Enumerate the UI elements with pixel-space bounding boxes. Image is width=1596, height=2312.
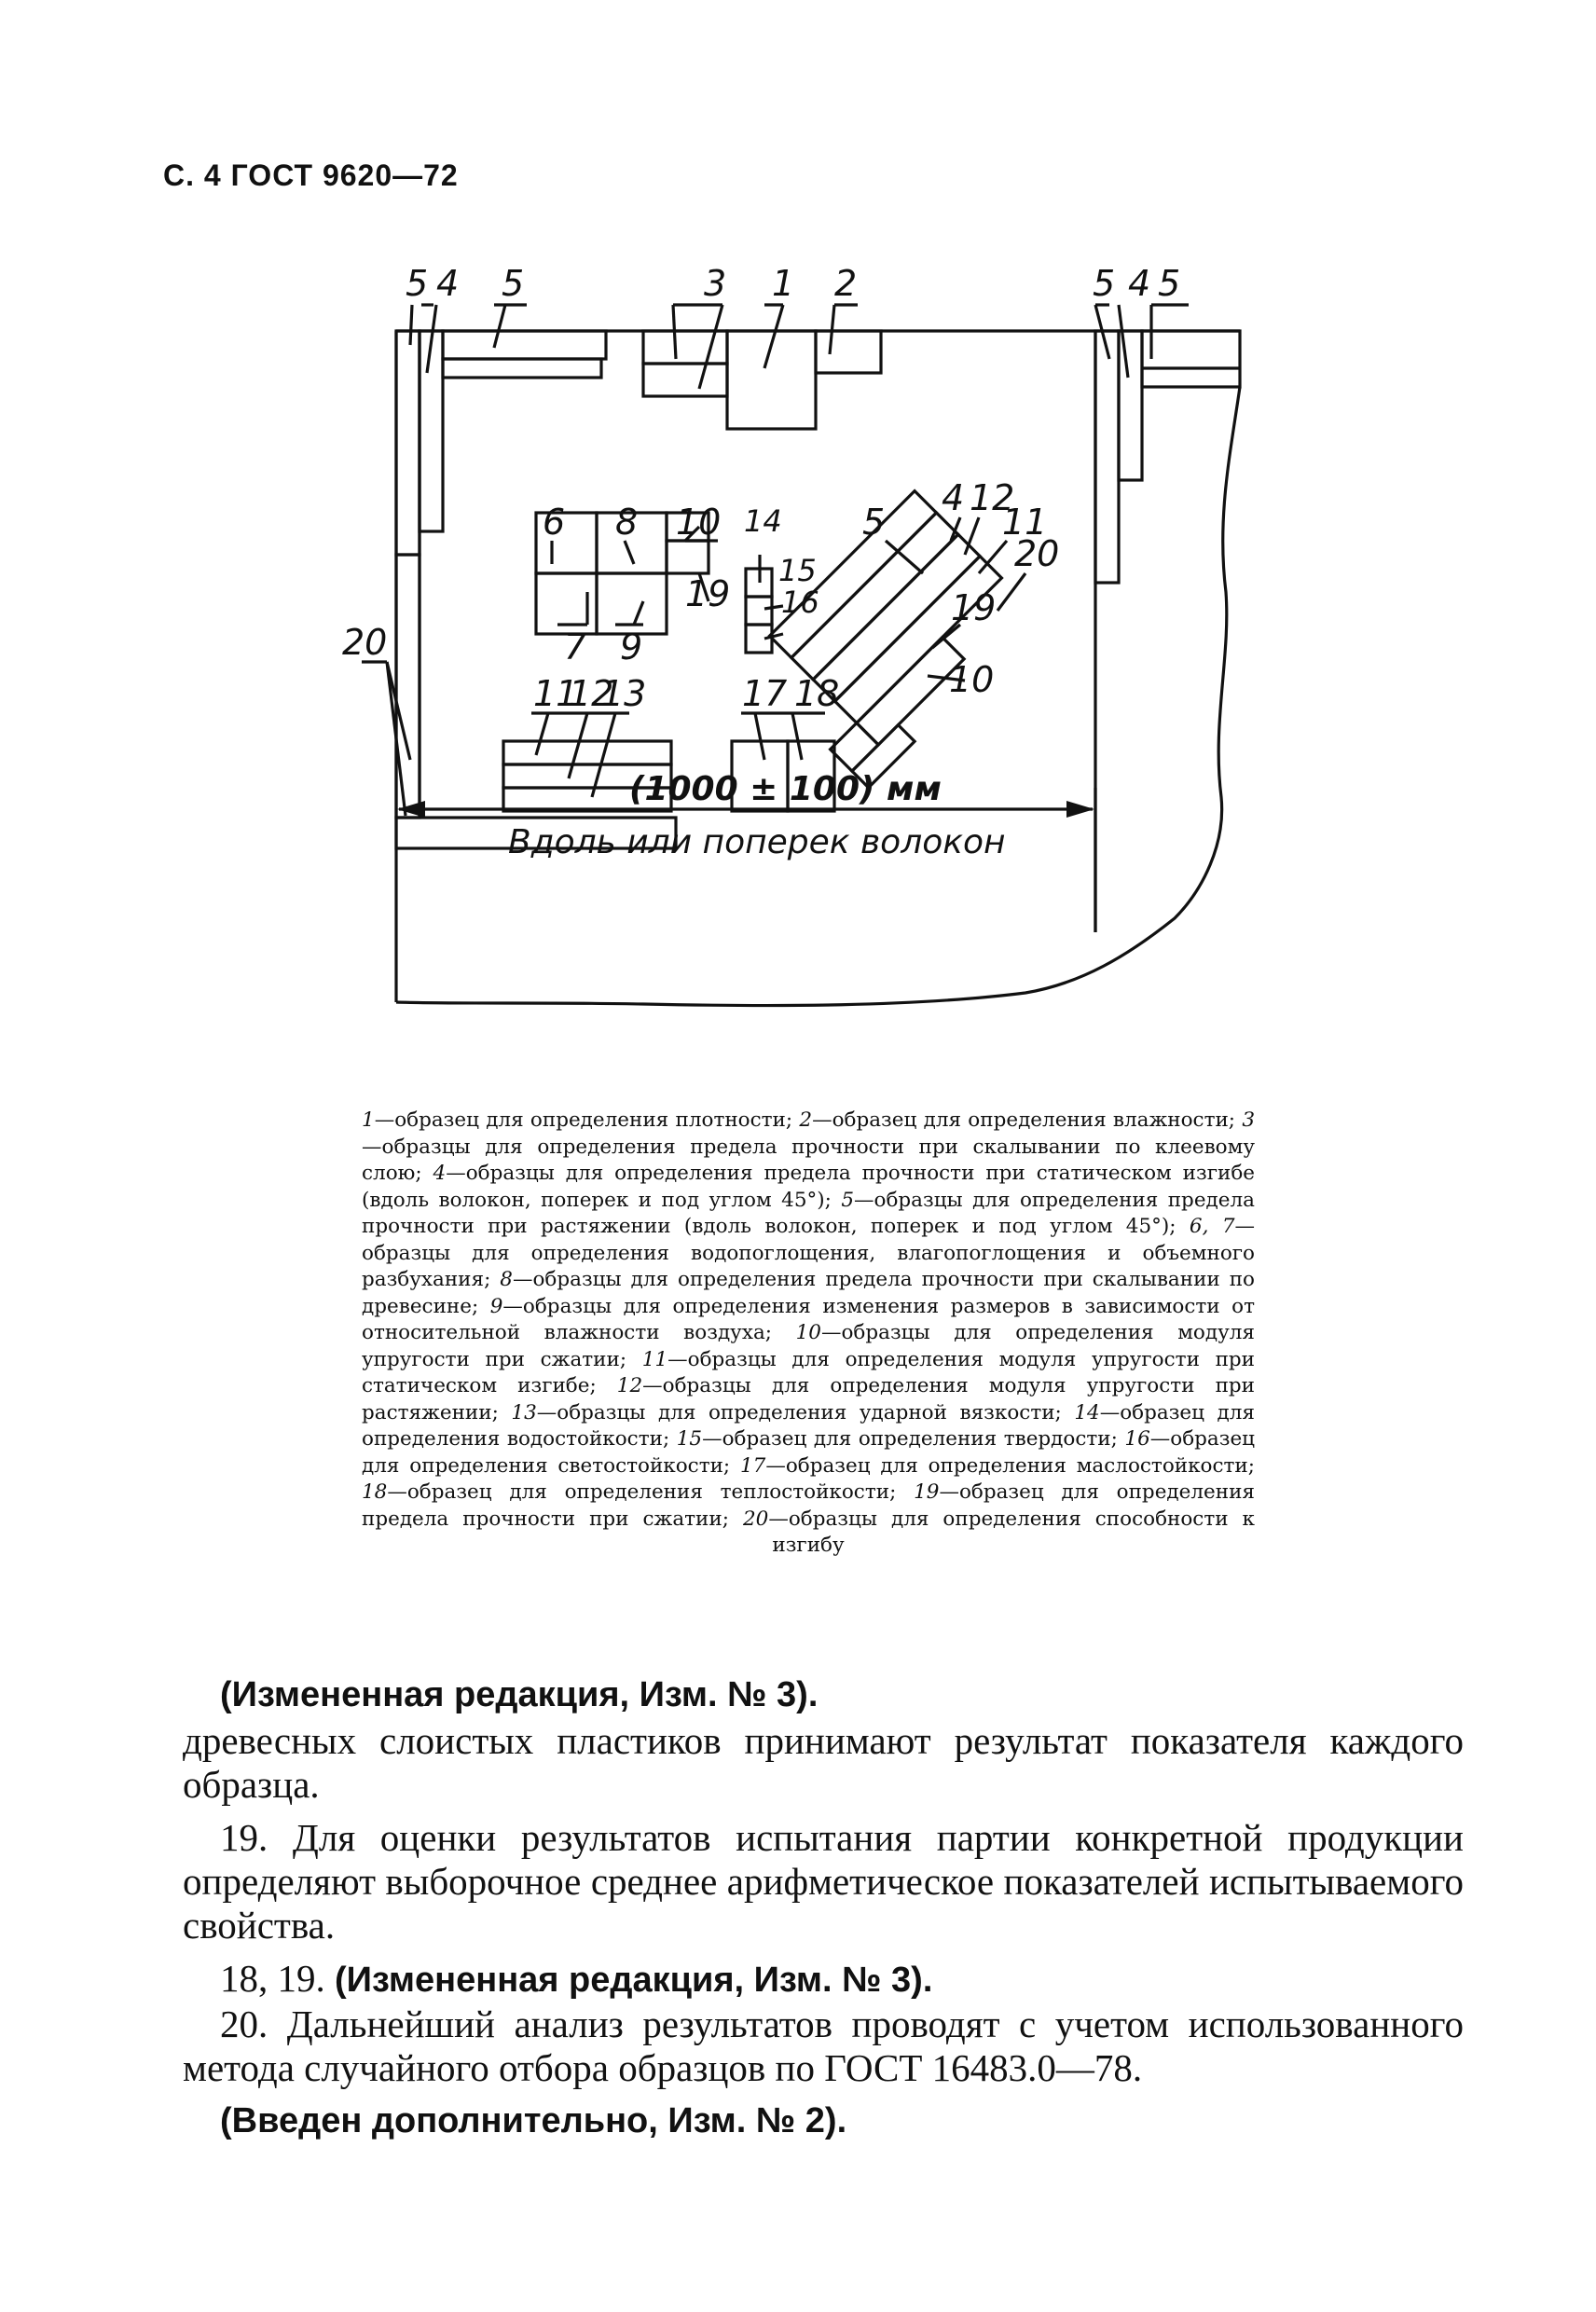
sample-15 [746, 597, 772, 625]
label-6: 6 [543, 502, 566, 543]
sample-2 [816, 331, 881, 373]
diag-strip-19 [831, 723, 879, 772]
label-5a: 5 [406, 263, 429, 304]
caption-item-number: 11 [641, 1347, 668, 1371]
label-5c: 5 [1093, 263, 1116, 304]
label-11b: 11 [533, 673, 579, 714]
label-4c: 4 [942, 477, 965, 518]
leader-lines [362, 305, 1189, 816]
label-5b: 5 [502, 263, 525, 304]
label-10b: 10 [949, 659, 995, 700]
caption-item-number: 19 [914, 1480, 940, 1504]
caption-item-text: —образец для определения светостойкости; [362, 1427, 1256, 1478]
paragraph-20: 20. Дальнейший анализ результатов проводят с учетом использованного метода случайного отбора образцов по ГОСТ 16483.0—78. [183, 2002, 1464, 2089]
caption-item-number: 16 [1124, 1427, 1150, 1451]
page-header: С. 4 ГОСТ 9620—72 [163, 158, 459, 192]
strip-4-left [420, 331, 443, 531]
caption-item-number: 8 [500, 1268, 513, 1291]
caption-item-number: 4 [433, 1162, 447, 1185]
caption-item-number: 3 [1242, 1108, 1255, 1132]
caption-item-number: 9 [489, 1294, 503, 1318]
label-3: 3 [704, 263, 727, 304]
caption-item-number: 2 [799, 1108, 813, 1132]
dimension-label: (1000 ± 100) мм [629, 770, 942, 808]
label-2: 2 [834, 263, 858, 304]
caption-item-text: —образцы для определения ударной вязкости; [536, 1400, 1075, 1424]
figure-caption [362, 1108, 1255, 1560]
label-4b: 4 [1128, 263, 1151, 304]
dimension-arrow-right [1066, 801, 1094, 818]
label-11a: 11 [1002, 502, 1048, 543]
caption-item-text: —образец для определения теплостойкости; [387, 1480, 915, 1504]
label-7: 7 [564, 626, 587, 667]
caption-item-text: —образцы для определения водопоглощения, влагопоглощения и объемного разбухания; [362, 1215, 1255, 1291]
caption-item-text: —образец для определения влажности; [812, 1108, 1243, 1132]
label-5e: 5 [862, 502, 886, 543]
strip-4-top [443, 359, 601, 378]
amendment-note-3: (Введен дополнительно, Изм. № 2). [220, 2101, 847, 2140]
sample-3b [643, 364, 727, 396]
caption-item-text: —образец для определения плотности; [374, 1108, 800, 1132]
caption-item-number: 13 [511, 1400, 537, 1424]
caption-item-number: 1 [362, 1108, 375, 1132]
label-1: 1 [772, 263, 795, 304]
caption-item-number: 12 [616, 1374, 643, 1397]
label-12a: 12 [970, 477, 1015, 518]
label-17: 17 [742, 673, 788, 714]
caption-item-text: —образцы для определения предела прочности при скалывании по клеевому слою; [362, 1135, 1255, 1185]
caption-item-number: 17 [739, 1453, 766, 1478]
diag-strip-20 [857, 638, 964, 745]
amendment-note-2-bold: (Измененная редакция, Изм. № 3). [335, 1961, 933, 2000]
page-body [183, 1673, 1464, 2143]
caption-item-text: —образец для определения маслостойкости; [765, 1453, 1255, 1478]
label-10a: 10 [676, 502, 722, 543]
label-19a: 19 [685, 573, 731, 614]
sample-cutting-diagram [308, 238, 1286, 1039]
caption-item-text: —образцы для определения модуля упругости при растяжении; [362, 1374, 1255, 1424]
caption-item-number: 5 [841, 1188, 855, 1212]
dimension-arrow-left [397, 801, 425, 818]
paragraph-19: 19. Для оценки результатов испытания партии конкретной продукции определяют выборочное среднее арифметическое показателей испытываемого свойства. [183, 1816, 1464, 1947]
caption-item-number: 14 [1074, 1400, 1100, 1424]
label-14: 14 [744, 503, 782, 539]
caption-item-text: —образец для определения предела прочности при сжатии; [362, 1480, 1255, 1531]
caption-item-text: —образцы для определения предела прочности при скалывании по древесине; [362, 1268, 1255, 1318]
direction-label: Вдоль или поперек волокон [508, 823, 1006, 861]
caption-item-number: 15 [676, 1427, 703, 1451]
label-9: 9 [620, 626, 643, 667]
sample-11 [503, 741, 671, 764]
caption-item-number: 10 [795, 1321, 821, 1344]
label-12b: 12 [569, 673, 614, 714]
paragraph-continuation: древесных слоистых пластиков принимают результат показателя каждого образца. [183, 1719, 1464, 1806]
strip-5-right-a [1095, 331, 1119, 583]
label-5d: 5 [1158, 263, 1181, 304]
caption-item-text: —образцы для определения способности к изгибу [768, 1507, 1255, 1557]
caption-item-text: —образцы для определения предела прочности при статическом изгибе (вдоль волокон, поперек и под углом 45°); [362, 1162, 1255, 1212]
caption-item-text: —образцы для определения предела прочности при растяжении (вдоль волокон, поперек и под углом 45°); [362, 1188, 1255, 1238]
label-18: 18 [794, 673, 840, 714]
label-4a: 4 [436, 263, 460, 304]
sample-19a [667, 541, 709, 573]
strip-5-top [443, 331, 606, 359]
caption-item-number: 20 [742, 1507, 769, 1531]
strip-5-right-b [1142, 331, 1240, 387]
caption-item-text: —образец для определения твердости; [702, 1427, 1125, 1451]
amendment-note-1: (Измененная редакция, Изм. № 3). [220, 1675, 819, 1714]
caption-item-number: 18 [362, 1480, 388, 1504]
caption-item-text: —образцы для определения модуля упругости при сжатии; [362, 1321, 1255, 1371]
amendment-note-2-prefix: 18, 19. [220, 1957, 335, 2000]
amendment-note-2 [183, 1957, 1464, 2002]
label-19b: 19 [951, 587, 997, 628]
caption-item-text: —образцы для определения изменения размеров в зависимости от относительной влажности воздуха; [362, 1294, 1255, 1344]
label-13: 13 [601, 673, 647, 714]
label-15: 15 [778, 553, 817, 588]
caption-item-number: 6, 7 [1189, 1215, 1235, 1238]
label-20a: 20 [1014, 533, 1060, 574]
caption-item-text: —образец для определения водостойкости; [362, 1400, 1255, 1451]
strip-5-left [396, 331, 420, 555]
label-8: 8 [615, 502, 639, 543]
strip-4-right [1119, 331, 1142, 480]
label-16: 16 [781, 585, 819, 620]
caption-item-text: —образцы для определения модуля упругости при статическом изгибе; [362, 1347, 1255, 1397]
label-20b: 20 [342, 622, 388, 663]
